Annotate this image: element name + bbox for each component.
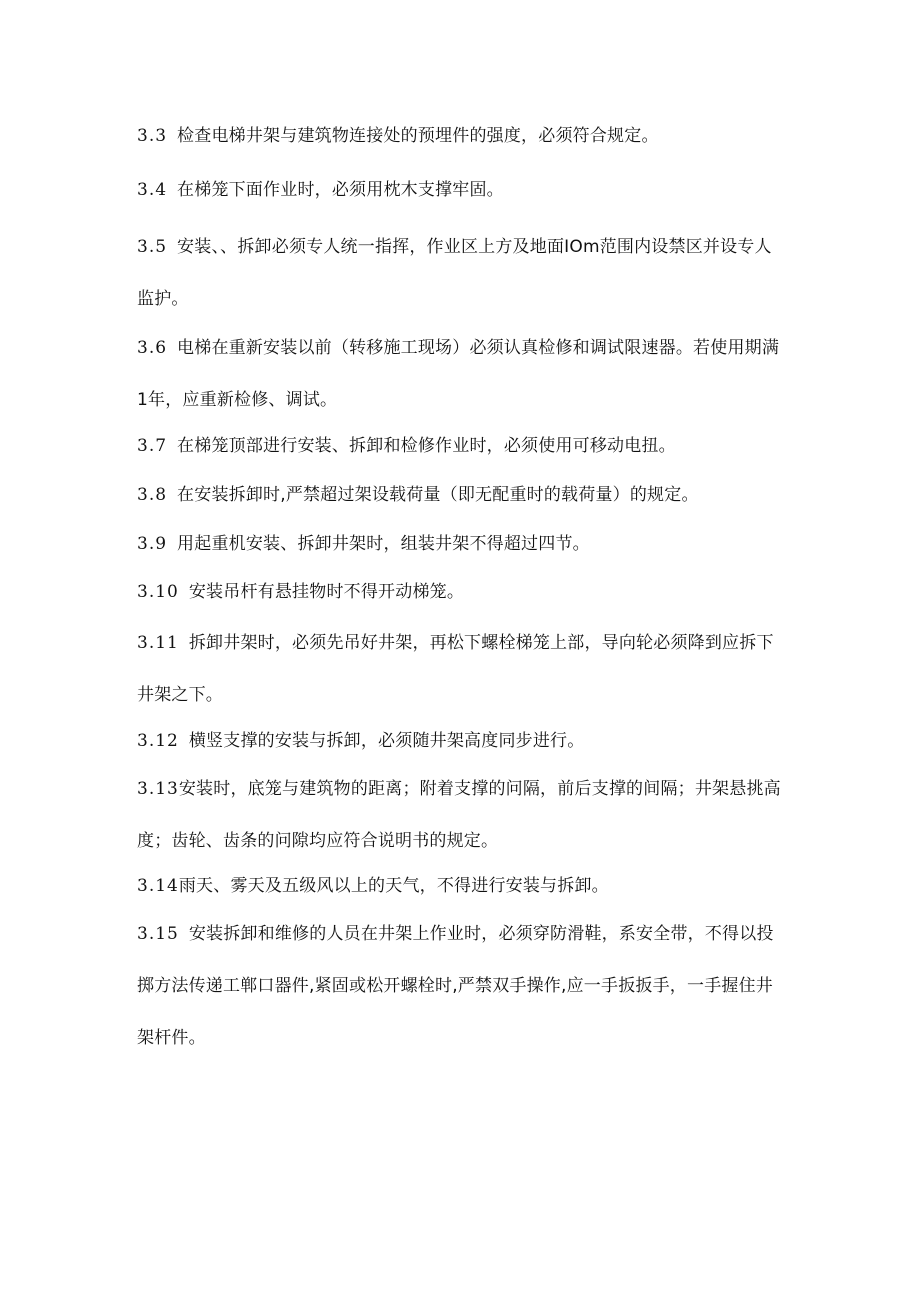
clause-text: 安装拆卸和维修的人员在井架上作业时，必须穿防滑鞋，系安全带，不得以投掷方法传递工郸口器件,紧固或松开螺栓时,严禁双手操作,应一手扳扳手，一手握住井架杆件。 [137,924,774,1048]
clause-3-8 [137,469,787,521]
clause-3-12 [137,715,787,767]
clause-text: 安装时，底笼与建筑物的距离；附着支撑的问隔，前后支撑的间隔；井架悬挑高度；齿轮、齿条的问隙均应符合说明书的规定。 [137,779,781,851]
clause-text: 安装、、拆卸必须专人统一指挥，作业区上方及地面IOm范围内设禁区并设专人监护。 [137,237,772,309]
clause-3-4 [137,164,787,216]
clause-number: 3.5 [137,237,168,257]
clause-number: 3.3 [137,126,168,146]
clause-number: 3.14 [137,876,179,896]
clause-text: 雨天、雾天及五级风以上的天气，不得进行安装与拆卸。 [178,876,609,896]
clause-text: 检查电梯井架与建筑物连接处的预埋件的强度，必须符合规定。 [177,126,659,146]
clause-3-9 [137,518,787,570]
clause-text: 拆卸井架时，必须先吊好井架，再松下螺栓梯笼上部，导向轮必须降到应拆下井架之下。 [137,633,774,705]
clause-text: 电梯在重新安装以前（转移施工现场）必须认真检修和调试限速器。若使用期满1年，应重新检修、调试。 [137,338,780,410]
clause-number: 3.8 [137,485,168,505]
clause-text: 在梯笼下面作业时，必须用枕木支撑牢固。 [177,180,504,200]
clause-3-11 [137,617,787,721]
clause-number: 3.4 [137,180,168,200]
clause-number: 3.6 [137,338,168,358]
clause-text: 横竖支撑的安装与拆卸，必须随井架高度同步进行。 [188,731,585,751]
clause-3-6 [137,322,787,426]
clause-3-14 [137,860,787,912]
clause-number: 3.10 [137,582,179,602]
clause-number: 3.7 [137,436,168,456]
clause-number: 3.11 [137,633,179,653]
clause-text: 在安装拆卸时,严禁超过架设载荷量（即无配重时的载荷量）的规定。 [177,485,699,505]
clause-3-10 [137,566,787,618]
clause-number: 3.9 [137,534,168,554]
clause-3-15 [137,908,787,1064]
clause-3-5 [137,221,787,325]
clause-number: 3.12 [137,731,179,751]
clause-3-7 [137,420,787,472]
clause-3-13 [137,763,787,867]
clause-number: 3.13 [137,779,179,799]
clause-text: 用起重机安装、拆卸井架时，组装井架不得超过四节。 [177,534,590,554]
clause-number: 3.15 [137,924,179,944]
clause-text: 安装吊杆有悬挂物时不得开动梯笼。 [188,582,465,602]
clause-text: 在梯笼顶部进行安装、拆卸和检修作业时，必须使用可移动电扭。 [177,436,676,456]
clause-3-3 [137,110,787,162]
